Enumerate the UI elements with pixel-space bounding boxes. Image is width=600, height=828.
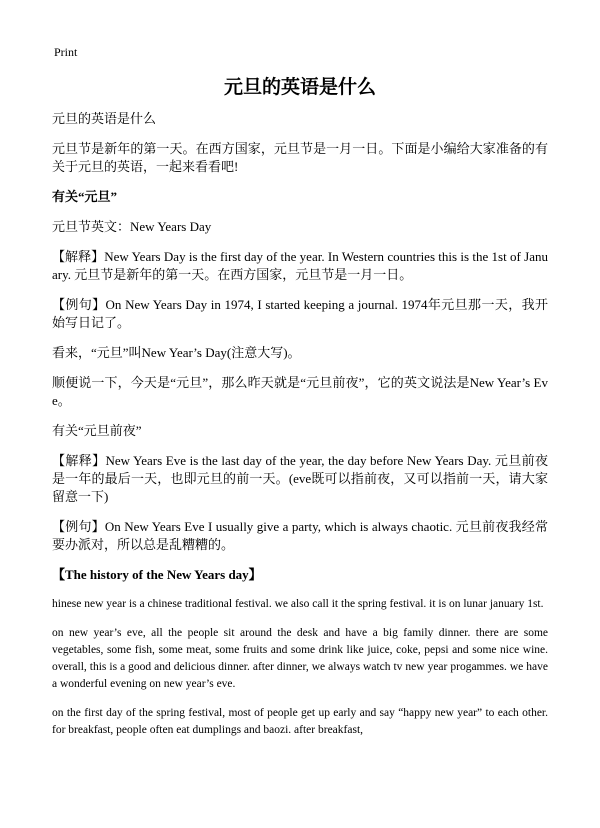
history-heading: 【The history of the New Years day】 xyxy=(52,567,262,582)
section-heading-new-years-day: 有关“元旦” xyxy=(52,189,118,204)
history-paragraph-3: on the first day of the spring festival, most of people get up early and say “happy new year” to each other. for breakfast, people often eat dumplings and baozi. after breakfast, xyxy=(52,707,548,736)
intro-paragraph: 元旦节是新年的第一天。在西方国家，元旦节是一月一日。下面是小编给大家准备的有关于元旦的英语，一起来看看吧! xyxy=(52,141,548,174)
eve-intro-paragraph: 顺便说一下，今天是“元旦”，那么昨天就是“元旦前夜”，它的英文说法是New Year’s Eve。 xyxy=(52,375,548,408)
definition-paragraph: 【解释】New Years Day is the first day of the year. In Western countries this is the 1st of January. 元旦节是新年的第一天。在西方国家，元旦节是一月一日。 xyxy=(52,249,548,282)
history-paragraph-1: hinese new year is a chinese traditional festival. we also call it the spring festival. it is on lunar january 1st. xyxy=(52,598,544,610)
eve-example-paragraph: 【例句】On New Years Eve I usually give a party, which is always chaotic. 元旦前夜我经常要办派对，所以总是乱糟糟的。 xyxy=(52,519,548,552)
subtitle-paragraph: 元旦的英语是什么 xyxy=(52,111,157,126)
example-paragraph: 【例句】On New Years Day in 1974, I started keeping a journal. 1974年元旦那一天，我开始写日记了。 xyxy=(52,297,548,330)
history-paragraph-2: on new year’s eve, all the people sit around the desk and have a big family dinner. there are some vegetables, some fish, some meat, some fruits and some drink like juice, coke, pepsi and some nice wine. overall, this is a good and delicious dinner. after dinner, we always watch tv new year progammes. we have a wonderful evening on new year’s eve. xyxy=(52,627,548,690)
print-label[interactable]: Print xyxy=(54,45,78,59)
english-name-paragraph: 元旦节英文：New Years Day xyxy=(52,219,212,234)
page-title: 元旦的英语是什么 xyxy=(223,76,376,98)
eve-definition-paragraph: 【解释】New Years Eve is the last day of the year, the day before New Years Day. 元旦前夜是一年的最后一天，也即元旦的前一天。(eve既可以指前夜，又可以指前一天，请大家留意一下) xyxy=(52,453,548,504)
section-heading-new-years-eve: 有关“元旦前夜” xyxy=(52,423,142,438)
capitalization-note-paragraph: 看来，“元旦”叫New Year’s Day(注意大写)。 xyxy=(52,345,301,360)
